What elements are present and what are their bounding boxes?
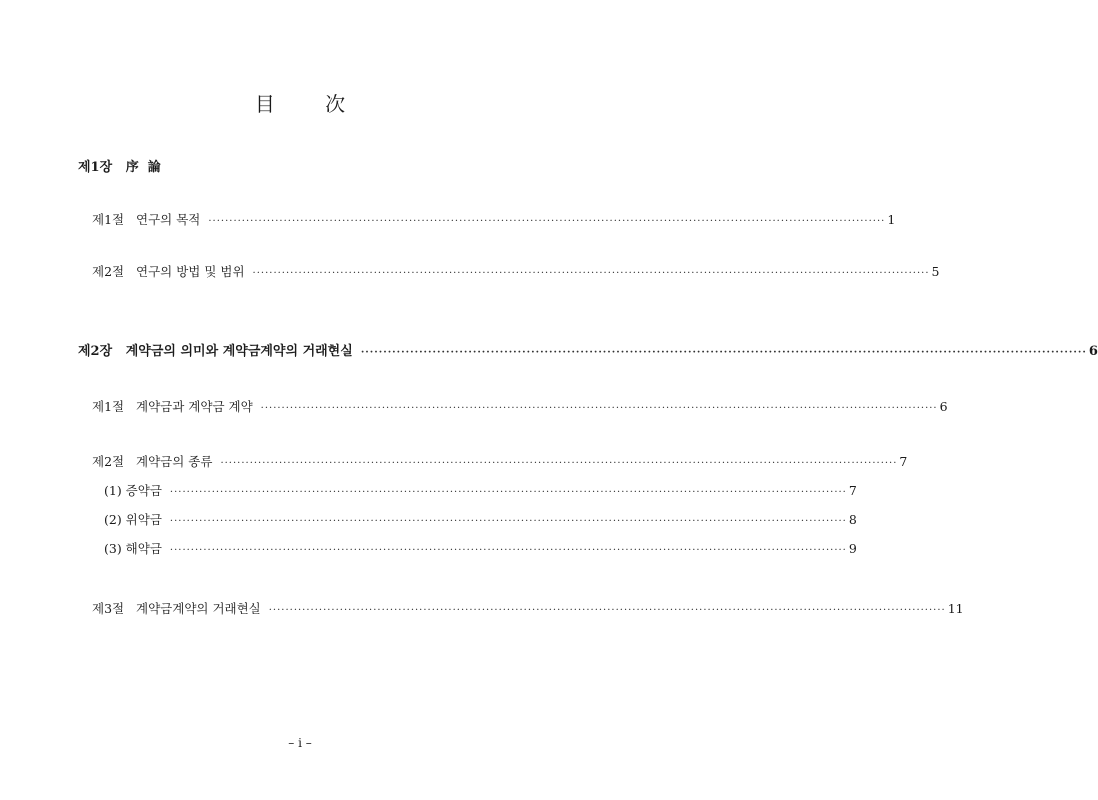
toc-entry-label: (1) 증약금: [104, 483, 162, 498]
toc-entry-page: 8: [848, 512, 857, 527]
toc-entry-ch2-sec2-item2[interactable]: [104, 510, 857, 530]
toc-entry-ch1-sec1[interactable]: [92, 210, 896, 230]
dot-leader: ··································································································································································: [169, 516, 847, 527]
dot-leader: ··································································································································································: [169, 487, 847, 498]
chapter-1-heading: 제1장 序 論: [78, 160, 161, 175]
toc-entry-ch2-sec2-item1[interactable]: [104, 481, 857, 501]
toc-entry-label: (3) 해약금: [104, 541, 162, 556]
dot-leader: ··································································································································································: [252, 268, 930, 279]
toc-entry-page: 1: [887, 212, 896, 227]
toc-entry-page: 7: [899, 454, 908, 469]
toc-entry-page: 6: [1088, 344, 1098, 359]
toc-entry-page: 5: [931, 264, 940, 279]
dot-leader: ··································································································································································: [260, 403, 938, 414]
toc-entry-ch1-sec2[interactable]: [92, 262, 940, 282]
toc-entry-label: 제3절 계약금계약의 거래현실: [92, 601, 261, 616]
dot-leader: ··································································································································································: [360, 347, 1087, 358]
toc-entry-label: 제1절 연구의 목적: [92, 212, 201, 227]
toc-entry-ch2-sec3[interactable]: [92, 599, 964, 619]
toc-entry-ch2-sec2-item3[interactable]: [104, 539, 857, 559]
toc-entry-label: 제2절 계약금의 종류: [92, 454, 213, 469]
toc-entry-ch2-sec2[interactable]: [92, 452, 908, 472]
toc-entry-page: 9: [848, 541, 857, 556]
page-number-footer: – i –: [288, 736, 312, 750]
page-title: 目 次: [254, 92, 368, 116]
dot-leader: ··································································································································································: [268, 605, 946, 616]
toc-entry-page: 7: [848, 483, 857, 498]
toc-entry-label: 제2절 연구의 방법 및 범위: [92, 264, 245, 279]
toc-entry-label: (2) 위약금: [104, 512, 162, 527]
dot-leader: ··································································································································································: [169, 545, 847, 556]
toc-entry-page: 11: [947, 601, 964, 616]
toc-entry-page: 6: [939, 399, 948, 414]
dot-leader: ··································································································································································: [220, 458, 898, 469]
toc-entry-label: 제1절 계약금과 계약금 계약: [92, 399, 253, 414]
toc-entry-ch2-sec1[interactable]: [92, 397, 948, 417]
dot-leader: ··································································································································································: [208, 216, 886, 227]
chapter-2-heading: 제2장 계약금의 의미와 계약금계약의 거래현실: [78, 344, 353, 359]
toc-entry-chapter-2[interactable]: [78, 342, 1098, 362]
